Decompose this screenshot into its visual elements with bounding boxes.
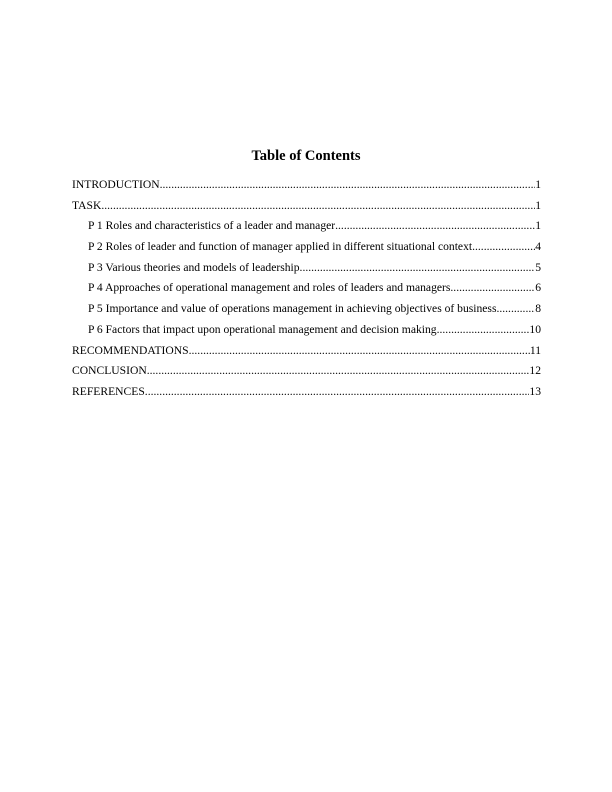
toc-page-number: 1	[535, 219, 541, 233]
toc-dot-leader	[147, 361, 530, 382]
toc-entry-p4[interactable]	[72, 278, 541, 299]
toc-dot-leader	[496, 299, 535, 320]
toc-entry-p6[interactable]	[72, 320, 541, 341]
toc-dot-leader	[101, 196, 535, 217]
toc-entry-introduction[interactable]	[72, 175, 541, 196]
toc-dot-leader	[189, 341, 530, 362]
toc-entry-label: P 3 Various theories and models of leadership	[88, 260, 300, 274]
toc-page-number: 13	[529, 384, 541, 398]
toc-entry-label: RECOMMENDATIONS	[72, 343, 189, 357]
toc-entry-label: P 6 Factors that impact upon operational management and decision making	[88, 322, 437, 336]
toc-entry-recommendations[interactable]	[72, 341, 541, 362]
toc-entry-label: P 2 Roles of leader and function of manager applied in different situational context	[88, 240, 473, 254]
toc-entry-p5[interactable]	[72, 299, 541, 320]
toc-page-number: 10	[529, 322, 541, 336]
toc-dot-leader	[145, 382, 530, 403]
toc-dot-leader	[160, 175, 536, 196]
toc-page-number: 12	[529, 364, 541, 378]
toc-dot-leader	[335, 216, 535, 237]
toc-entry-label: INTRODUCTION	[72, 178, 160, 191]
toc-title: Table of Contents	[251, 148, 361, 164]
toc-page-number: 4	[535, 240, 541, 254]
toc-page-number: 8	[535, 302, 541, 316]
toc-entry-label: P 5 Importance and value of operations management in achieving objectives of business	[88, 302, 497, 316]
toc-entry-references[interactable]	[72, 382, 541, 403]
toc-entry-label: CONCLUSION	[72, 364, 147, 378]
toc-entry-label: REFERENCES	[72, 384, 145, 398]
toc-page-number: 1	[535, 178, 541, 191]
toc-page-number: 6	[535, 281, 541, 295]
toc-page-number: 5	[535, 260, 541, 274]
toc-entry-p3[interactable]	[72, 258, 541, 279]
toc-list	[72, 175, 541, 403]
toc-entry-label: TASK	[72, 198, 102, 212]
toc-entry-label: P 1 Roles and characteristics of a leader and manager	[88, 219, 336, 233]
toc-dot-leader	[300, 258, 536, 279]
toc-entry-p2[interactable]	[72, 237, 541, 258]
toc-entry-p1[interactable]	[72, 216, 541, 237]
toc-dot-leader	[450, 278, 535, 299]
toc-page-number: 1	[535, 198, 541, 212]
toc-dot-leader	[472, 237, 535, 258]
toc-page-number: 11	[529, 343, 541, 357]
toc-dot-leader	[437, 320, 530, 341]
toc-entry-conclusion[interactable]	[72, 361, 541, 382]
toc-entry-label: P 4 Approaches of operational management and roles of leaders and managers	[88, 281, 451, 295]
toc-entry-task[interactable]	[72, 196, 541, 217]
